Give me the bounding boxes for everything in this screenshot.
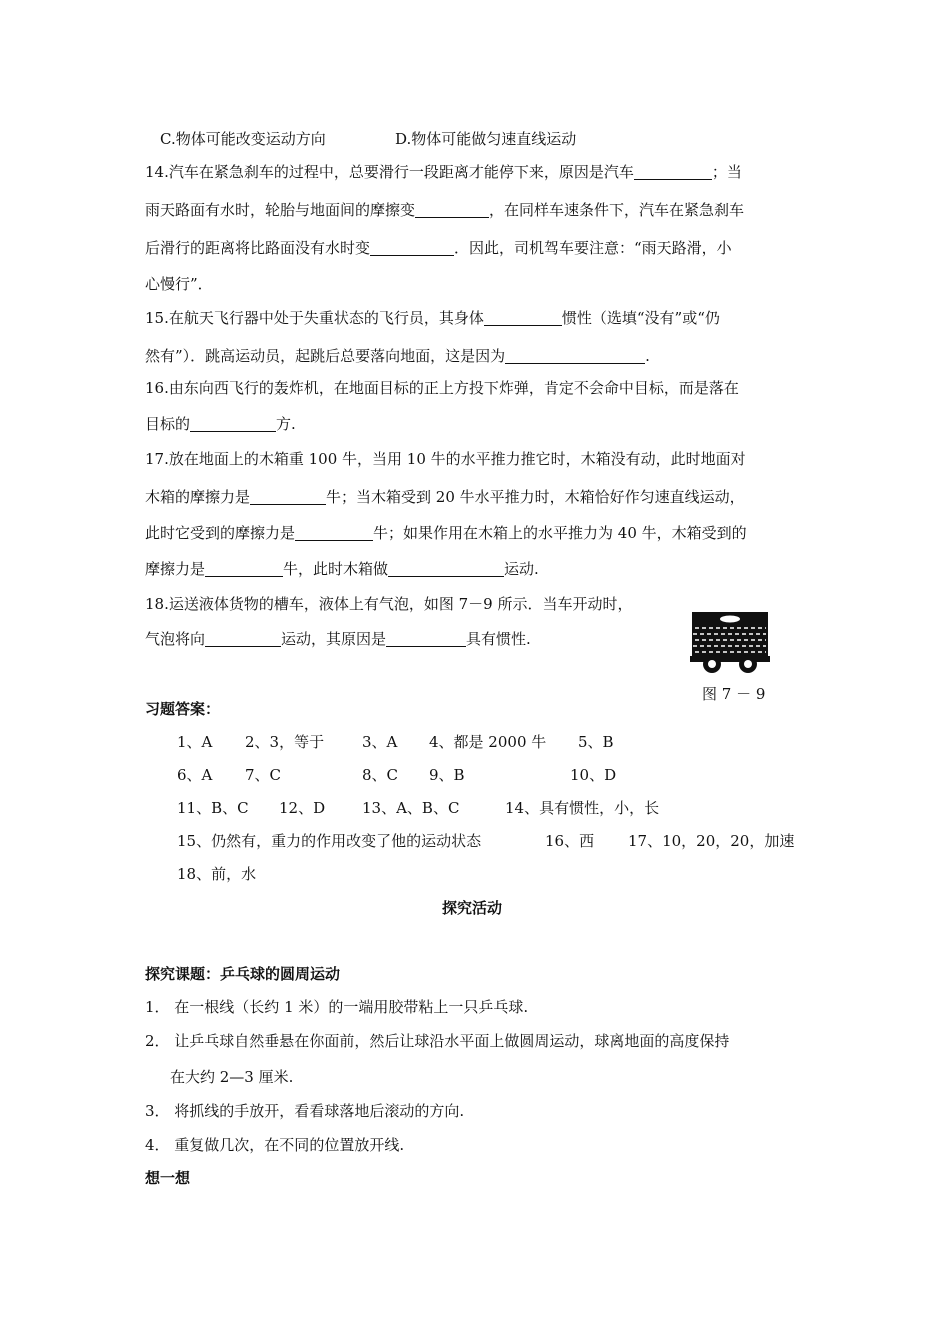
answer-blank[interactable] [190, 415, 276, 432]
answer-blank[interactable] [295, 524, 373, 541]
answer-item: 8、C [362, 766, 399, 784]
answer-item: 3、A [362, 733, 398, 751]
answer-item: 17、10，20，20，加速 [628, 832, 795, 850]
question-14-line-3: 后滑行的距离将比路面没有水时变 ．因此，司机驾车要注意：“雨天路滑，小 [145, 239, 732, 257]
answer-item: 6、A [177, 766, 213, 784]
question-14-line-1: 14.汽车在紧急刹车的过程中，总要滑行一段距离才能停下来，原因是汽车 ；当 [145, 163, 742, 181]
question-18-line-1: 18.运送液体货物的槽车，液体上有气泡，如图 7－9 所示．当车开动时， [145, 595, 633, 613]
answer-item: 11、B、C [177, 799, 249, 817]
tank-truck-icon [690, 610, 770, 674]
question-17-line-1: 17.放在地面上的木箱重 100 牛，当用 10 牛的水平推力推它时，木箱没有动，此时地面对 [145, 450, 746, 468]
answer-item: 12、D [279, 799, 326, 817]
question-16-line-1: 16.由东向西飞行的轰炸机，在地面目标的正上方投下炸弹，肯定不会命中目标，而是落在 [145, 379, 739, 397]
activity-step: 2． 让乒乓球自然垂悬在你面前，然后让球沿水平面上做圆周运动，球离地面的高度保持 [145, 1032, 730, 1050]
bubble-icon [720, 616, 740, 623]
answer-item: 7、C [245, 766, 282, 784]
think-heading: 想一想 [145, 1169, 191, 1187]
question-14-line-2: 雨天路面有水时，轮胎与地面间的摩擦变 ，在同样车速条件下，汽车在紧急刹车 [145, 201, 745, 219]
answer-blank[interactable] [634, 163, 712, 180]
activity-step: 1． 在一根线（长约 1 米）的一端用胶带粘上一只乒乓球. [145, 998, 529, 1016]
question-15-line-2: 然有”）．跳高运动员，起跳后总要落向地面，这是因为 . [145, 347, 650, 365]
answer-blank[interactable] [386, 630, 466, 647]
question-14-line-4: 心慢行”． [145, 275, 213, 293]
answer-blank[interactable] [370, 239, 454, 256]
answer-item: 2、3，等于 [245, 733, 325, 751]
option-d: D.物体可能做匀速直线运动 [395, 130, 577, 148]
answers-title: 习题答案： [145, 700, 221, 718]
question-17-line-2: 木箱的摩擦力是 牛；当木箱受到 20 牛水平推力时，木箱恰好作匀速直线运动， [145, 488, 745, 506]
truck-chassis [690, 656, 770, 662]
answer-blank[interactable] [205, 560, 283, 577]
answer-item: 16、西 [545, 832, 595, 850]
question-16-line-2: 目标的 方. [145, 415, 296, 433]
option-c: C.物体可能改变运动方向 [160, 130, 326, 148]
answer-item: 13、A、B、C [362, 799, 460, 817]
answer-item: 10、D [570, 766, 617, 784]
activity-step: 3． 将抓线的手放开，看看球落地后滚动的方向. [145, 1102, 465, 1120]
answer-blank[interactable] [415, 201, 489, 218]
answer-item: 15、仍然有，重力的作用改变了他的运动状态 [177, 832, 482, 850]
question-15-line-1: 15.在航天飞行器中处于失重状态的飞行员，其身体 惯性（选填“没有”或“仍 [145, 309, 720, 327]
answer-blank[interactable] [250, 488, 326, 505]
activity-step: 4． 重复做几次，在不同的位置放开线. [145, 1136, 405, 1154]
activity-topic: 探究课题：乒乓球的圆周运动 [145, 965, 341, 983]
answer-blank[interactable] [388, 560, 504, 577]
answer-item: 1、A [177, 733, 213, 751]
answer-item: 14、具有惯性，小，长 [505, 799, 660, 817]
answer-item: 5、B [578, 733, 614, 751]
figure-caption: 图 7 － 9 [702, 685, 766, 703]
question-18-line-2: 气泡将向 运动，其原因是 具有惯性. [145, 630, 531, 648]
section-heading: 探究活动 [442, 899, 503, 917]
answer-blank[interactable] [484, 309, 562, 326]
activity-step-continued: 在大约 2—3 厘米. [170, 1068, 294, 1086]
answer-item: 4、都是 2000 牛 [429, 733, 547, 751]
answer-item: 9、B [429, 766, 465, 784]
question-17-line-4: 摩擦力是 牛，此时木箱做 运动. [145, 560, 539, 578]
answer-blank[interactable] [505, 347, 645, 364]
question-17-line-3: 此时它受到的摩擦力是 牛；如果作用在木箱上的水平推力为 40 牛，木箱受到的 [145, 524, 747, 542]
answer-blank[interactable] [205, 630, 281, 647]
answer-item: 18、前，水 [177, 865, 257, 883]
